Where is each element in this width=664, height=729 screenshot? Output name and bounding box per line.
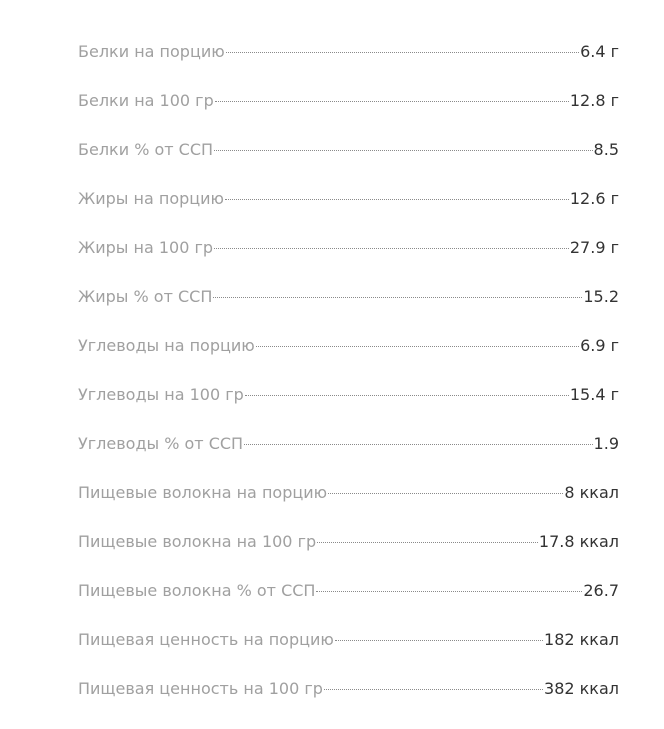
row-value: 27.9 г (569, 238, 619, 257)
dotted-leader (214, 150, 592, 151)
dotted-leader (335, 640, 543, 641)
nutrition-row-fiber-per-serving (78, 479, 619, 528)
row-value: 15.2 (583, 287, 619, 306)
row-label: Жиры % от ССП (78, 287, 213, 306)
row-value: 12.6 г (569, 189, 619, 208)
row-label: Жиры на 100 гр (78, 238, 214, 257)
dotted-leader (213, 297, 582, 298)
row-label: Жиры на порцию (78, 189, 225, 208)
dotted-leader (226, 52, 579, 53)
row-label: Пищевая ценность на 100 гр (78, 679, 323, 698)
nutrition-row-protein-percent (78, 136, 619, 185)
row-value: 26.7 (583, 581, 619, 600)
row-label: Белки на порцию (78, 42, 225, 61)
row-label: Углеводы на 100 гр (78, 385, 244, 404)
dotted-leader (244, 444, 592, 445)
row-value: 15.4 г (569, 385, 619, 404)
dotted-leader (317, 542, 538, 543)
dotted-leader (324, 689, 543, 690)
nutrition-row-energy-per-serving (78, 626, 619, 675)
nutrition-row-protein-per-100g (78, 87, 619, 136)
nutrition-row-protein-per-serving (78, 38, 619, 87)
nutrition-row-fiber-per-100g (78, 528, 619, 577)
dotted-leader (214, 248, 569, 249)
dotted-leader (328, 493, 563, 494)
row-value: 8 ккал (564, 483, 619, 502)
row-label: Пищевые волокна на 100 гр (78, 532, 317, 551)
row-value: 6.9 г (580, 336, 619, 355)
row-label: Пищевая ценность на порцию (78, 630, 334, 649)
row-label: Пищевые волокна % от ССП (78, 581, 316, 600)
row-label: Белки % от ССП (78, 140, 214, 159)
dotted-leader (316, 591, 582, 592)
row-value: 12.8 г (569, 91, 619, 110)
nutrition-row-fat-per-100g (78, 234, 619, 283)
nutrition-row-carbs-percent (78, 430, 619, 479)
row-value: 8.5 (593, 140, 619, 159)
nutrition-row-carbs-per-serving (78, 332, 619, 381)
dotted-leader (245, 395, 569, 396)
nutrition-row-fat-per-serving (78, 185, 619, 234)
nutrition-row-carbs-per-100g (78, 381, 619, 430)
row-label: Белки на 100 гр (78, 91, 214, 110)
nutrition-row-energy-per-100g (78, 675, 619, 724)
nutrition-row-fiber-percent (78, 577, 619, 626)
row-value: 6.4 г (580, 42, 619, 61)
row-label: Углеводы % от ССП (78, 434, 244, 453)
row-value: 382 ккал (544, 679, 619, 698)
nutrition-row-fat-percent (78, 283, 619, 332)
dotted-leader (225, 199, 569, 200)
row-value: 1.9 (593, 434, 619, 453)
nutrition-facts-list (78, 38, 619, 724)
dotted-leader (215, 101, 569, 102)
row-label: Углеводы на порцию (78, 336, 255, 355)
row-label: Пищевые волокна на порцию (78, 483, 328, 502)
dotted-leader (256, 346, 579, 347)
row-value: 17.8 ккал (538, 532, 619, 551)
row-value: 182 ккал (544, 630, 619, 649)
